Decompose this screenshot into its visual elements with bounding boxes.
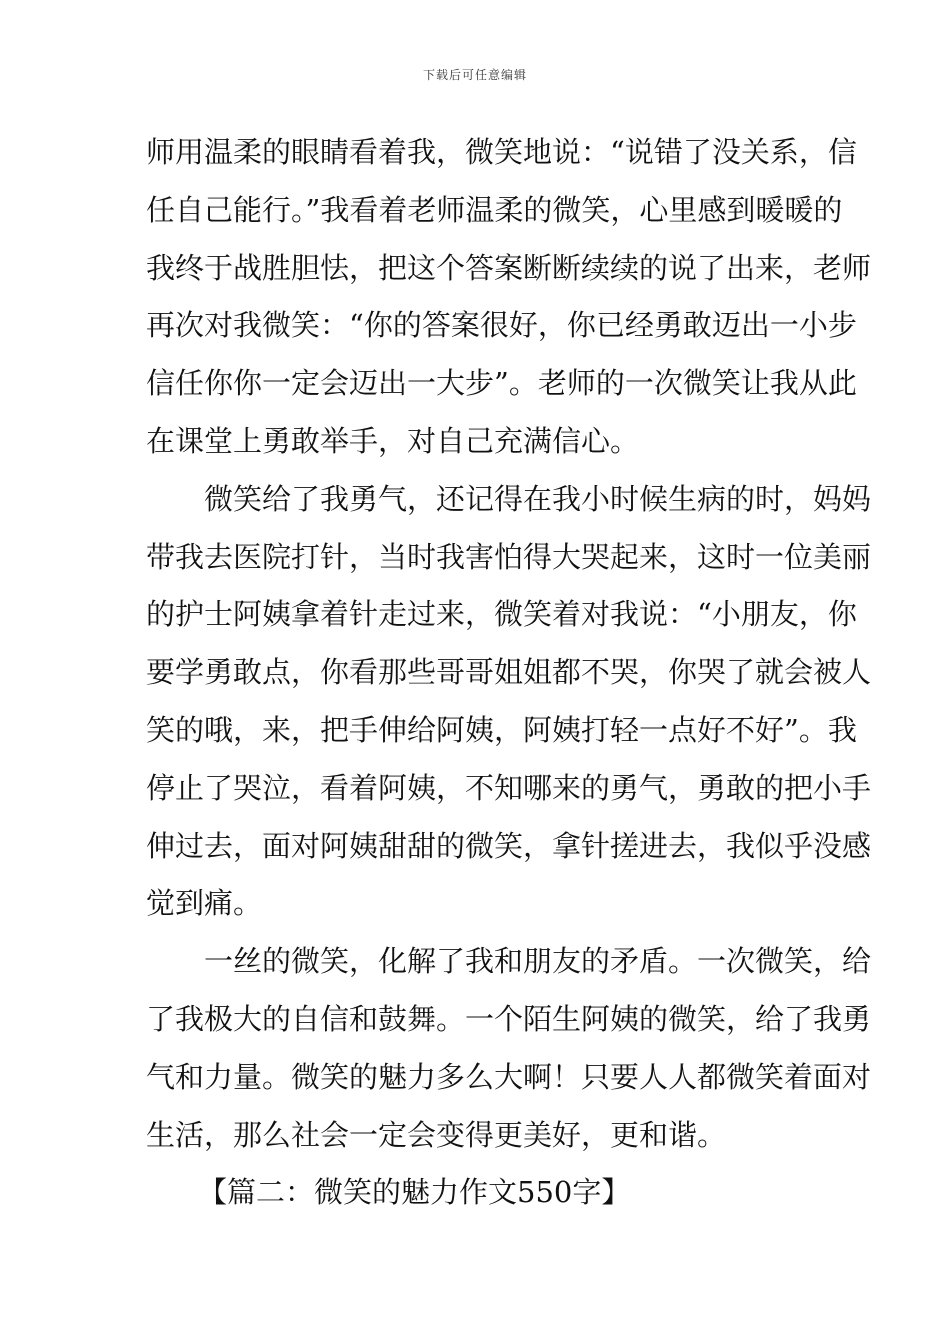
text-line: 的护士阿姨拿着针走过来，微笑着对我说：“小朋友，你	[146, 597, 857, 632]
text-line: 伸过去，面对阿姨甜甜的微笑，拿针搓进去，我似乎没感	[146, 828, 872, 863]
text-line: 觉到痛。	[146, 886, 263, 921]
text-line: 笑的哦，来，把手伸给阿姨，阿姨打轻一点好不好”。我	[146, 712, 857, 747]
text-line: 要学勇敢点，你看那些哥哥姐姐都不哭，你哭了就会被人	[146, 655, 872, 690]
text-line: 一丝的微笑，化解了我和朋友的矛盾。一次微笑，给	[204, 944, 872, 979]
text-line: 再次对我微笑：“你的答案很好，你已经勇敢迈出一小步	[146, 308, 857, 343]
text-line: 停止了哭泣，看着阿姨，不知哪来的勇气，勇敢的把小手	[146, 770, 872, 805]
text-line: 信任你你一定会迈出一大步”。老师的一次微笑让我从此	[146, 366, 857, 401]
text-line: 生活，那么社会一定会变得更美好，更和谐。	[146, 1117, 727, 1152]
text-line: 师用温柔的眼睛看着我，微笑地说：“说错了没关系，信	[146, 135, 857, 169]
text-line: 微笑给了我勇气，还记得在我小时候生病的时，妈妈	[204, 481, 872, 516]
section-heading: 【篇二：微笑的魅力作文550字】	[198, 1175, 631, 1210]
text-line: 了我极大的自信和鼓舞。一个陌生阿姨的微笑，给了我勇	[146, 1001, 872, 1036]
text-line: 任自己能行。”我看着老师温柔的微笑，心里感到暖暖的	[146, 192, 843, 227]
text-line: 带我去医院打针，当时我害怕得大哭起来，这时一位美丽	[146, 539, 872, 574]
text-line: 我终于战胜胆怯，把这个答案断断续续的说了出来，老师	[146, 250, 872, 285]
text-line: 气和力量。微笑的魅力多么大啊！只要人人都微笑着面对	[146, 1059, 872, 1094]
document-body	[146, 130, 872, 1228]
text-line: 在课堂上勇敢举手，对自己充满信心。	[146, 423, 640, 458]
page-header: 下载后可任意编辑	[422, 68, 527, 82]
